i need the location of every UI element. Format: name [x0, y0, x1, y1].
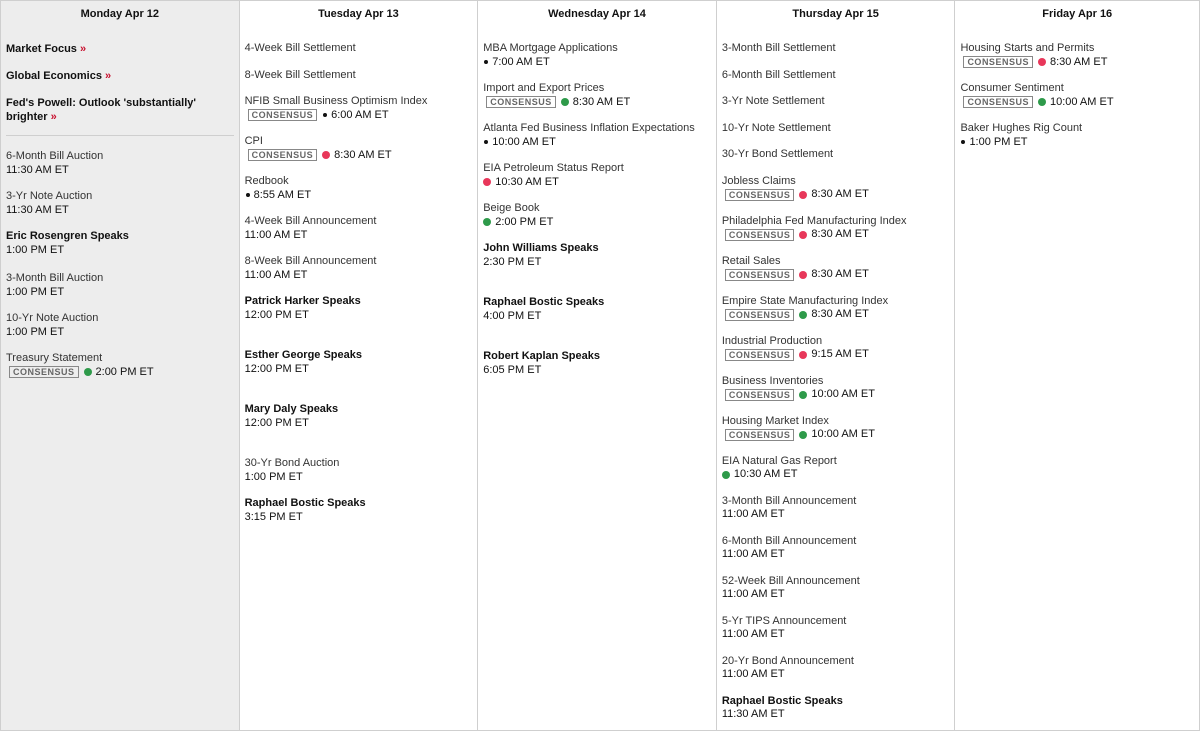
event-meta [245, 229, 473, 243]
day-header: Monday Apr 12 [80, 8, 160, 20]
event-meta [722, 468, 950, 482]
event-time: 11:00 AM ET [721, 588, 785, 600]
event-meta [6, 286, 234, 300]
importance-dot-red-icon [799, 271, 807, 279]
day-header: Tuesday Apr 13 [318, 8, 399, 20]
calendar-event [722, 375, 950, 402]
event-time: 1:00 PM ET [244, 470, 303, 483]
calendar-event [722, 215, 950, 242]
event-title[interactable]: Redbook [244, 175, 289, 187]
event-meta [483, 136, 711, 150]
event-title[interactable]: Empire State Manufacturing Index [721, 294, 889, 307]
importance-dot-green-icon [84, 368, 92, 376]
speaker-event [245, 403, 473, 430]
speaker-event [245, 295, 473, 322]
event-meta [6, 366, 234, 380]
event-title[interactable]: Philadelphia Fed Manufacturing Index [721, 214, 907, 227]
event-title[interactable]: Raphael Bostic Speaks [244, 497, 366, 509]
event-meta [6, 244, 234, 258]
event-time: 10:00 AM ET [811, 388, 875, 400]
day-events [240, 27, 478, 524]
event-time: 6:00 AM ET [331, 108, 389, 121]
calendar-event [722, 415, 950, 442]
calendar-event [960, 82, 1194, 109]
calendar-event [245, 95, 473, 122]
event-title[interactable]: 10-Yr Note Auction [6, 312, 99, 324]
consensus-badge[interactable]: CONSENSUS [725, 189, 795, 201]
calendar-event [722, 255, 950, 282]
event-time: 4:00 PM ET [483, 309, 542, 322]
speaker-event [6, 230, 234, 257]
event-title[interactable]: Treasury Statement [6, 352, 103, 364]
event-time: 11:00 AM ET [721, 628, 785, 640]
calendar-event [6, 190, 234, 217]
event-time: 3:15 PM ET [244, 510, 303, 523]
event-time: 10:00 AM ET [1049, 95, 1114, 108]
event-time: 11:30 AM ET [6, 163, 69, 176]
event-time: 11:00 AM ET [244, 228, 308, 241]
event-title[interactable]: 5-Yr TIPS Announcement [721, 614, 847, 627]
event-meta [722, 308, 950, 322]
day-column [1, 1, 240, 730]
event-meta [245, 511, 473, 525]
event-meta [483, 364, 711, 378]
importance-dot-red-icon [322, 151, 330, 159]
calendar-event [483, 202, 711, 229]
calendar-event [483, 162, 711, 189]
event-title[interactable]: 4-Week Bill Settlement [244, 42, 356, 54]
event-meta [245, 363, 473, 377]
news-link-label: Market Focus [6, 43, 77, 55]
divider [6, 135, 234, 136]
calendar-event [722, 575, 950, 602]
day-header: Thursday Apr 15 [792, 8, 879, 20]
event-time: 8:30 AM ET [334, 148, 392, 161]
consensus-badge[interactable]: CONSENSUS [725, 229, 795, 241]
event-title[interactable]: 8-Week Bill Settlement [244, 68, 356, 81]
speaker-event [722, 695, 950, 722]
consensus-badge[interactable]: CONSENSUS [963, 56, 1033, 68]
consensus-badge[interactable]: CONSENSUS [486, 96, 556, 108]
event-title[interactable]: John Williams Speaks [483, 242, 599, 254]
speaker-event [245, 349, 473, 376]
calendar-event [722, 95, 950, 109]
event-title[interactable]: 30-Yr Bond Settlement [721, 148, 834, 160]
calendar-event [245, 175, 473, 202]
event-title[interactable]: Beige Book [483, 202, 540, 214]
event-title[interactable]: 20-Yr Bond Announcement [721, 654, 854, 667]
calendar-event [245, 457, 473, 484]
speaker-event [483, 296, 711, 323]
event-meta [245, 471, 473, 485]
arrow-icon: » [105, 70, 112, 82]
arrow-icon: » [50, 111, 57, 123]
event-title[interactable]: 3-Yr Note Auction [6, 190, 93, 202]
event-meta [722, 588, 950, 602]
event-meta [6, 164, 234, 178]
event-meta [245, 109, 473, 123]
event-meta [722, 508, 950, 522]
event-meta [722, 188, 950, 202]
importance-dot-black-icon [246, 193, 250, 197]
calendar-event [245, 135, 473, 162]
event-meta [483, 176, 711, 190]
event-time: 2:00 PM ET [95, 365, 154, 378]
event-time: 8:30 AM ET [1049, 55, 1108, 68]
day-column [955, 1, 1199, 730]
calendar-event [722, 495, 950, 522]
consensus-badge[interactable]: CONSENSUS [725, 389, 795, 401]
day-column [240, 1, 479, 730]
calendar-event [245, 69, 473, 83]
event-title[interactable]: Robert Kaplan Speaks [483, 350, 600, 362]
importance-dot-black-icon [484, 140, 488, 144]
event-title[interactable]: Atlanta Fed Business Inflation Expectations [483, 122, 695, 134]
importance-dot-green-icon [1038, 98, 1046, 106]
event-title[interactable]: Business Inventories [721, 374, 824, 387]
calendar-event [483, 42, 711, 69]
event-time: 1:00 PM ET [6, 243, 65, 256]
news-link-label: Global Economics [6, 70, 102, 82]
event-time: 11:00 AM ET [244, 268, 308, 281]
arrow-icon: » [79, 43, 87, 55]
event-title[interactable]: 6-Month Bill Auction [6, 150, 104, 162]
event-title[interactable]: Patrick Harker Speaks [244, 295, 361, 307]
event-time: 11:00 AM ET [721, 548, 785, 560]
importance-dot-green-icon [722, 471, 730, 479]
event-time: 7:00 AM ET [492, 55, 550, 68]
speaker-event [245, 497, 473, 524]
consensus-badge[interactable]: CONSENSUS [9, 366, 79, 378]
event-title[interactable]: Jobless Claims [721, 174, 796, 187]
event-title[interactable]: Import and Export Prices [483, 82, 605, 94]
event-title[interactable]: Raphael Bostic Speaks [721, 694, 843, 707]
event-time: 10:00 AM ET [492, 135, 556, 148]
event-meta [245, 269, 473, 283]
day-events [717, 27, 955, 722]
day-events [478, 27, 716, 377]
event-meta [245, 309, 473, 323]
event-meta [245, 149, 473, 163]
event-time: 2:00 PM ET [495, 215, 554, 228]
calendar-event [6, 150, 234, 177]
event-time: 8:30 AM ET [811, 228, 869, 240]
event-meta [722, 668, 950, 682]
importance-dot-green-icon [799, 391, 807, 399]
importance-dot-green-icon [799, 431, 807, 439]
event-meta [722, 268, 950, 282]
event-meta [722, 228, 950, 242]
importance-dot-red-icon [799, 351, 807, 359]
calendar-event [6, 272, 234, 299]
event-time: 8:30 AM ET [811, 308, 869, 320]
calendar-event [722, 615, 950, 642]
event-time: 1:00 PM ET [6, 325, 65, 338]
event-time: 6:05 PM ET [483, 363, 542, 376]
event-meta [960, 136, 1194, 150]
calendar-event [722, 175, 950, 202]
calendar-event [722, 69, 950, 83]
event-title[interactable]: 4-Week Bill Announcement [244, 215, 377, 227]
importance-dot-green-icon [799, 311, 807, 319]
day-header: Friday Apr 16 [1042, 8, 1113, 20]
event-time: 1:00 PM ET [6, 285, 65, 298]
consensus-badge[interactable]: CONSENSUS [725, 429, 795, 441]
calendar-event [722, 42, 950, 56]
event-title[interactable]: EIA Petroleum Status Report [483, 162, 624, 174]
day-events [1, 27, 239, 379]
event-meta [483, 256, 711, 270]
importance-dot-red-icon [799, 231, 807, 239]
event-title[interactable]: Mary Daly Speaks [244, 403, 339, 415]
calendar-event [245, 255, 473, 282]
event-title[interactable]: Industrial Production [721, 334, 823, 347]
event-title[interactable]: Eric Rosengren Speaks [6, 230, 129, 242]
event-meta [722, 428, 950, 442]
event-title[interactable]: Housing Starts and Permits [960, 42, 1095, 54]
event-time: 11:00 AM ET [721, 668, 785, 680]
calendar-event [722, 655, 950, 682]
event-time: 10:00 AM ET [811, 428, 875, 440]
consensus-badge[interactable]: CONSENSUS [725, 309, 795, 321]
calendar-event [722, 148, 950, 162]
calendar-event [245, 215, 473, 242]
importance-dot-green-icon [483, 218, 491, 226]
calendar-event [245, 42, 473, 56]
calendar-event [722, 295, 950, 322]
consensus-badge[interactable]: CONSENSUS [725, 349, 795, 361]
event-time: 11:00 AM ET [721, 508, 785, 520]
importance-dot-green-icon [561, 98, 569, 106]
day-column [717, 1, 956, 730]
calendar-event [483, 122, 711, 149]
event-title[interactable]: Esther George Speaks [244, 349, 362, 361]
consensus-badge[interactable]: CONSENSUS [248, 149, 318, 161]
event-title[interactable]: 3-Month Bill Announcement [721, 494, 857, 507]
event-time: 1:00 PM ET [969, 135, 1028, 148]
event-meta [483, 310, 711, 324]
event-meta [722, 708, 950, 722]
calendar-event [722, 122, 950, 136]
day-header: Wednesday Apr 14 [548, 8, 646, 20]
importance-dot-red-icon [483, 178, 491, 186]
event-title[interactable]: 3-Month Bill Settlement [721, 42, 836, 54]
calendar-event [722, 335, 950, 362]
event-time: 12:00 PM ET [244, 308, 309, 321]
event-time: 8:55 AM ET [253, 188, 312, 201]
day-events [955, 27, 1199, 149]
importance-dot-black-icon [484, 60, 488, 64]
day-column [478, 1, 717, 730]
event-title[interactable]: 8-Week Bill Announcement [244, 255, 377, 267]
calendar-event [722, 535, 950, 562]
event-time: 2:30 PM ET [483, 255, 542, 268]
consensus-badge[interactable]: CONSENSUS [248, 109, 318, 121]
event-title[interactable]: Baker Hughes Rig Count [960, 122, 1083, 134]
event-title[interactable]: 3-Month Bill Auction [6, 272, 104, 284]
event-meta [722, 388, 950, 402]
event-meta [960, 56, 1194, 70]
event-meta [483, 96, 711, 110]
event-title[interactable]: MBA Mortgage Applications [483, 42, 618, 54]
event-time: 12:00 PM ET [244, 416, 309, 429]
event-title[interactable]: CPI [244, 135, 263, 147]
event-meta [960, 96, 1194, 110]
event-time: 10:30 AM ET [495, 175, 559, 188]
event-meta [245, 417, 473, 431]
consensus-badge[interactable]: CONSENSUS [725, 269, 795, 281]
event-time: 8:30 AM ET [811, 188, 869, 200]
event-time: 12:00 PM ET [244, 362, 309, 375]
event-title[interactable]: 6-Month Bill Settlement [721, 68, 836, 81]
importance-dot-red-icon [799, 191, 807, 199]
calendar-event [960, 122, 1194, 149]
event-meta [483, 216, 711, 230]
event-title[interactable]: 3-Yr Note Settlement [721, 95, 825, 107]
calendar-event [722, 455, 950, 482]
importance-dot-red-icon [1038, 58, 1046, 66]
importance-dot-black-icon [323, 113, 327, 117]
news-link-label: Fed's Powell: Outlook 'substantially' brighter [6, 97, 196, 123]
event-meta [722, 548, 950, 562]
event-title[interactable]: EIA Natural Gas Report [721, 454, 837, 467]
event-title[interactable]: Consumer Sentiment [960, 82, 1064, 94]
event-time: 8:30 AM ET [572, 95, 631, 108]
speaker-event [483, 242, 711, 269]
event-meta [483, 56, 711, 70]
news-link[interactable] [6, 42, 234, 56]
calendar-event [6, 312, 234, 339]
event-meta [722, 348, 950, 362]
event-time: 10:30 AM ET [733, 468, 798, 480]
event-title[interactable]: 52-Week Bill Announcement [721, 574, 860, 587]
event-title[interactable]: Retail Sales [721, 254, 781, 267]
news-link[interactable] [6, 96, 234, 124]
calendar-event [960, 42, 1194, 69]
event-title[interactable]: Housing Market Index [721, 414, 829, 427]
event-meta [6, 326, 234, 340]
speaker-event [483, 350, 711, 377]
event-title[interactable]: NFIB Small Business Optimism Index [244, 95, 428, 107]
event-meta [245, 189, 473, 203]
event-title[interactable]: 6-Month Bill Announcement [721, 534, 857, 547]
event-title[interactable]: 10-Yr Note Settlement [721, 121, 831, 134]
importance-dot-black-icon [961, 140, 965, 144]
calendar-event [483, 82, 711, 109]
event-title[interactable]: Raphael Bostic Speaks [483, 296, 605, 308]
event-title[interactable]: 30-Yr Bond Auction [244, 457, 340, 469]
event-time: 9:15 AM ET [811, 348, 869, 360]
event-time: 11:30 AM ET [721, 708, 785, 720]
event-time: 11:30 AM ET [6, 203, 69, 216]
calendar-event [6, 352, 234, 379]
consensus-badge[interactable]: CONSENSUS [963, 96, 1033, 108]
news-link[interactable] [6, 69, 234, 83]
event-time: 8:30 AM ET [811, 268, 869, 280]
event-meta [722, 628, 950, 642]
event-meta [6, 204, 234, 218]
